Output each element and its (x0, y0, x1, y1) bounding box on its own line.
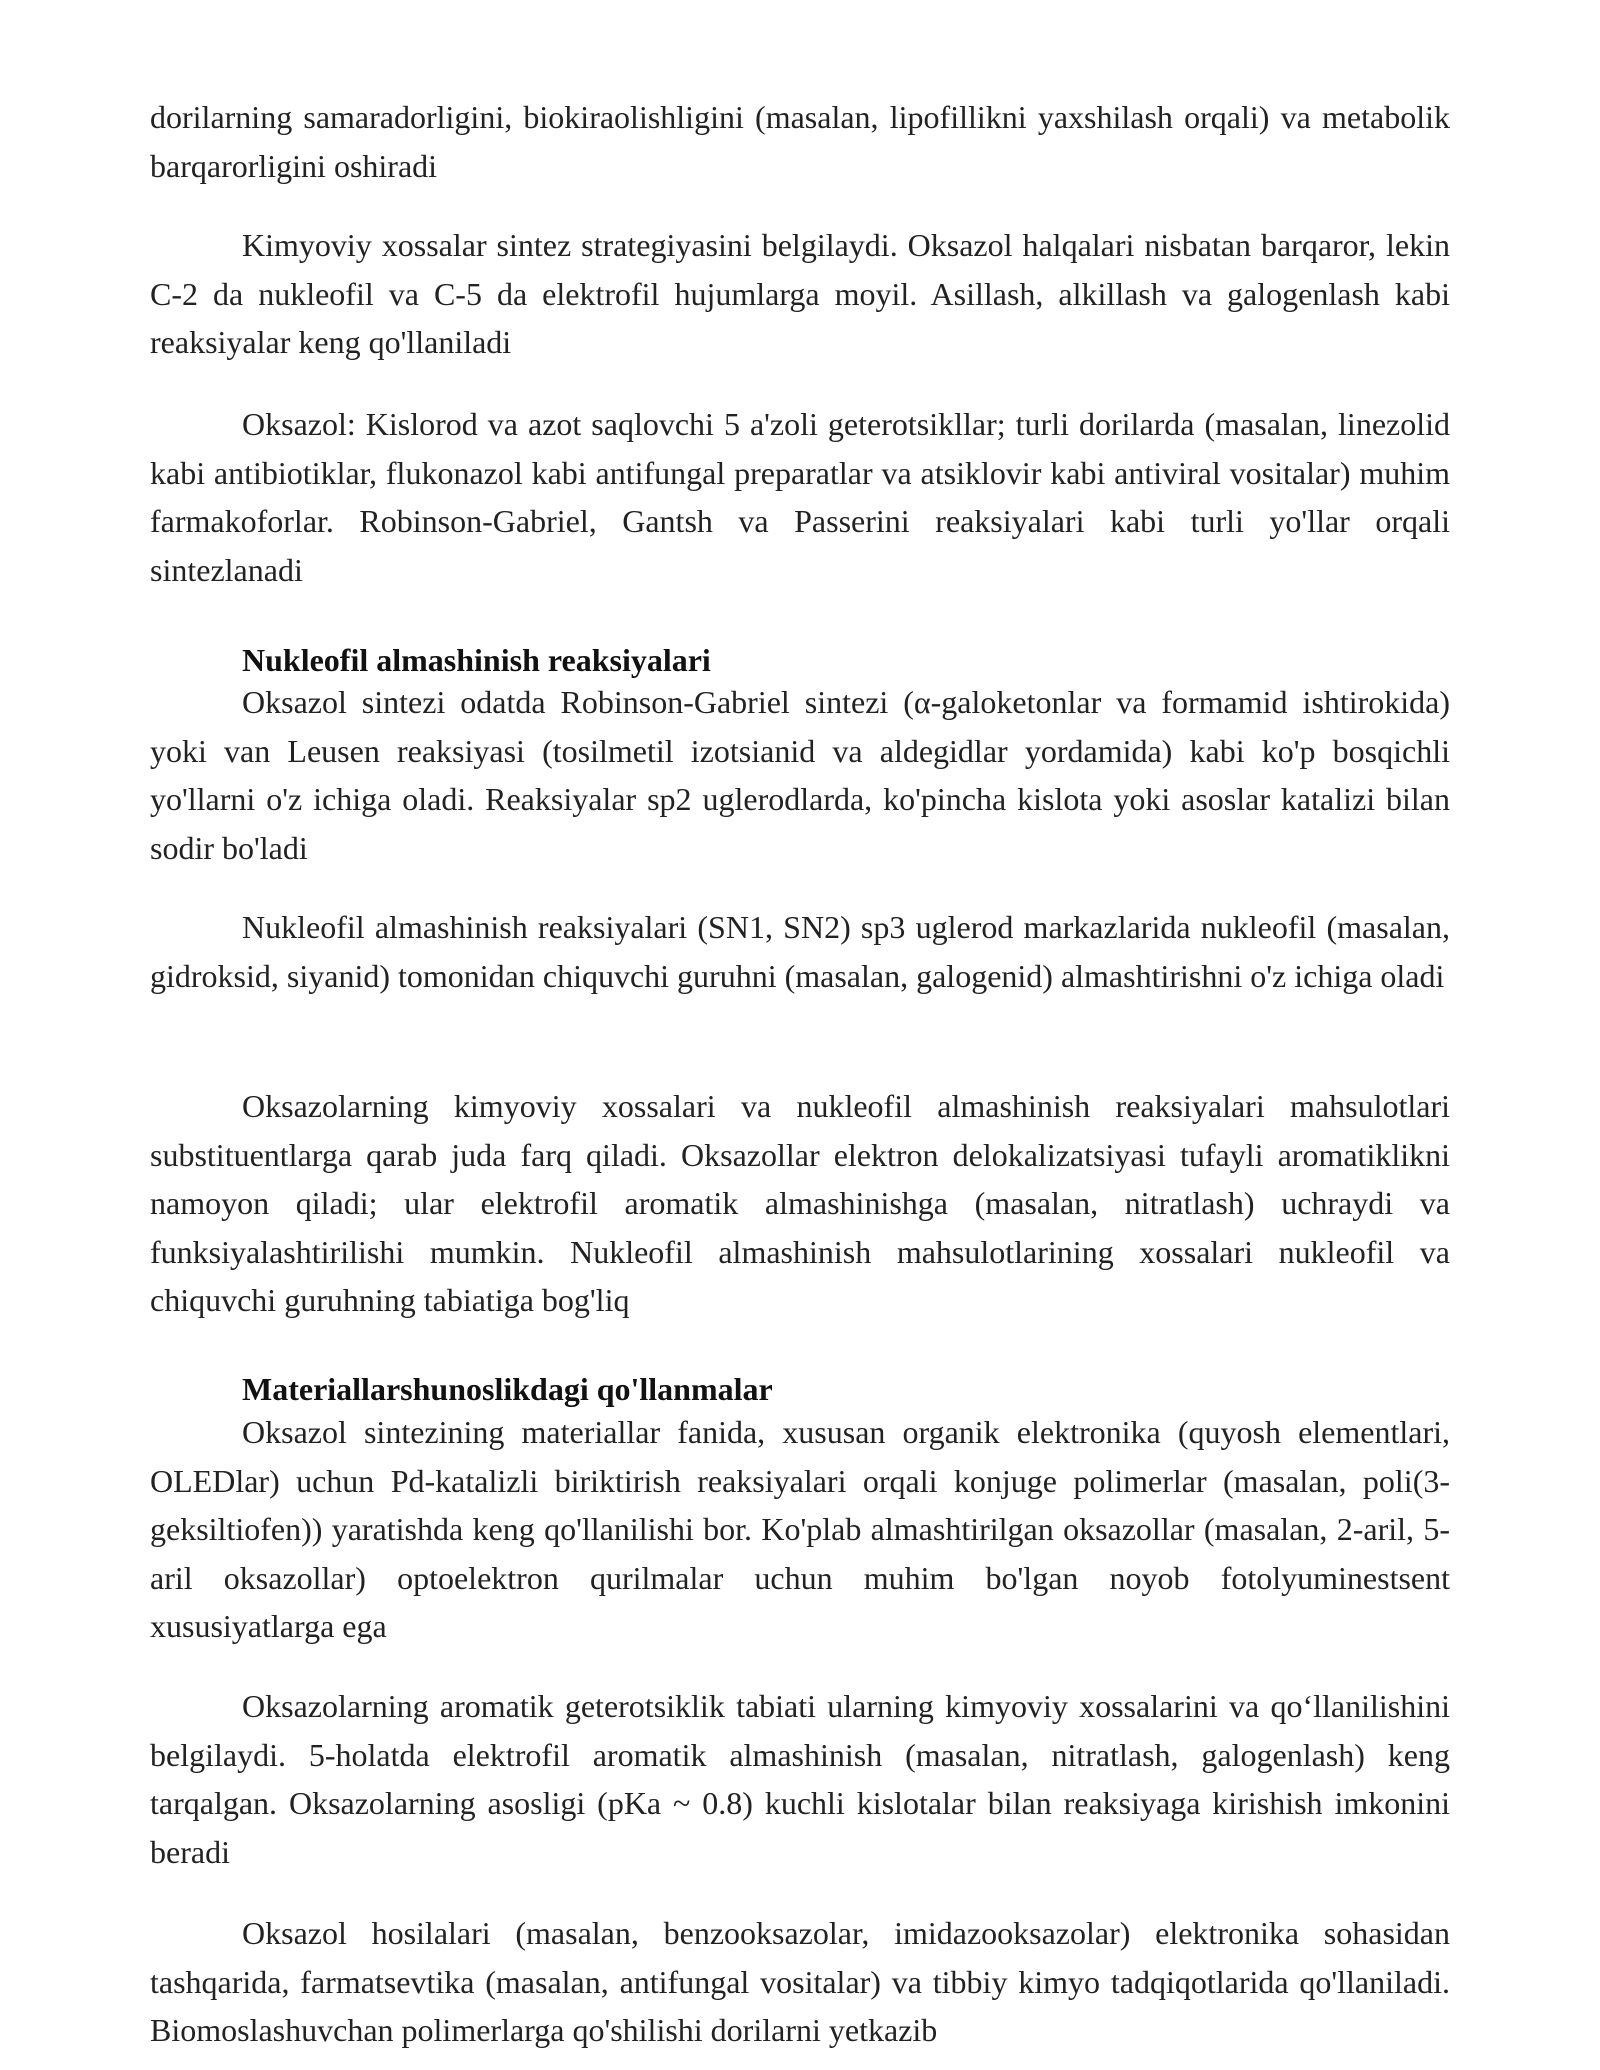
paragraph-oxazole-properties: Oksazolarning kimyoviy xossalari va nukleofil almashinish reaksiyalari mahsulotlari substituentlarga qarab juda farq qiladi. Oksazollar elektron delokalizatsiyasi tufayli aromatiklikni namoyon qiladi; ular elektrofil aromatik almashinishga (masalan, nitratlash) uchraydi va funksiyalashtirilishi mumkin. Nukleofil almashinish mahsulotlarining xossalari nukleofil va chiquvchi guruhning tabiatiga bog'liq (150, 1088, 1450, 1318)
paragraph-materials-applications: Oksazol sintezining materiallar fanida, xususan organik elektronika (quyosh elementlari, OLEDlar) uchun Pd-katalizli biriktirish reaksiyalari orqali konjuge polimerlar (masalan, poli(3-geksiltiofen)) yaratishda keng qo'llanilishi bor. Ko'plab almashtirilgan oksazollar (masalan, 2-aril, 5-aril oksazollar) optoelektron qurilmalar uchun muhim bo'lgan noyob fotolyuminestsent xususiyatlarga ega (150, 1414, 1450, 1644)
section-heading-nucleophilic-substitution: Nukleofil almashinish reaksiyalari (242, 642, 711, 678)
paragraph-sn1-sn2: Nukleofil almashinish reaksiyalari (SN1, SN2) sp3 uglerod markazlarida nukleofil (masalan, gidroksid, siyanid) tomonidan chiquvchi guruhni (masalan, galogenid) almashtirishni o'z ichiga oladi (150, 909, 1450, 994)
paragraph-continuation: dorilarning samaradorligini, biokiraolishligini (masalan, lipofillikni yaxshilash orqali) va metabolik barqarorligini oshiradi (150, 99, 1450, 184)
paragraph-oxazole-definition: Oksazol: Kislorod va azot saqlovchi 5 a'zoli geterotsikllar; turli dorilarda (masalan, linezolid kabi antibiotiklar, flukonazol kabi antifungal preparatlar va atsiklovir kabi antiviral vositalar) muhim farmakoforlar. Robinson-Gabriel, Gantsh va Passerini reaksiyalari kabi turli yo'llar orqali sintezlanadi (150, 406, 1450, 588)
section-heading-materials-science: Materiallarshunoslikdagi qo'llanmalar (242, 1371, 773, 1407)
paragraph-chemical-properties: Kimyoviy xossalar sintez strategiyasini belgilaydi. Oksazol halqalari nisbatan barqaror, lekin C-2 da nukleofil va C-5 da elektrofil hujumlarga moyil. Asillash, alkillash va galogenlash kabi reaksiyalar keng qo'llaniladi (150, 227, 1450, 360)
paragraph-aromatic-nature: Oksazolarning aromatik geterotsiklik tabiati ularning kimyoviy xossalarini va qo‘llanilishini belgilaydi. 5-holatda elektrofil aromatik almashinish (masalan, nitratlash, galogenlash) keng tarqalgan. Oksazolarning asosligi (pKa ~ 0.8) kuchli kislotalar bilan reaksiyaga kirishish imkonini beradi (150, 1688, 1450, 1870)
paragraph-oxazole-synthesis: Oksazol sintezi odatda Robinson-Gabriel sintezi (α-galoketonlar va formamid ishtirokida) yoki van Leusen reaksiyasi (tosilmetil izotsianid va aldegidlar yordamida) kabi ko'p bosqichli yo'llarni o'z ichiga oladi. Reaksiyalar sp2 uglerodlarda, ko'pincha kislota yoki asoslar katalizi bilan sodir bo'ladi (150, 684, 1450, 866)
paragraph-oxazole-derivatives: Oksazol hosilalari (masalan, benzooksazolar, imidazooksazolar) elektronika sohasidan tashqarida, farmatsevtika (masalan, antifungal vositalar) va tibbiy kimyo tadqiqotlarida qo'llaniladi. Biomoslashuvchan polimerlarga qo'shilishi dorilarni yetkazib (150, 1915, 1450, 2048)
